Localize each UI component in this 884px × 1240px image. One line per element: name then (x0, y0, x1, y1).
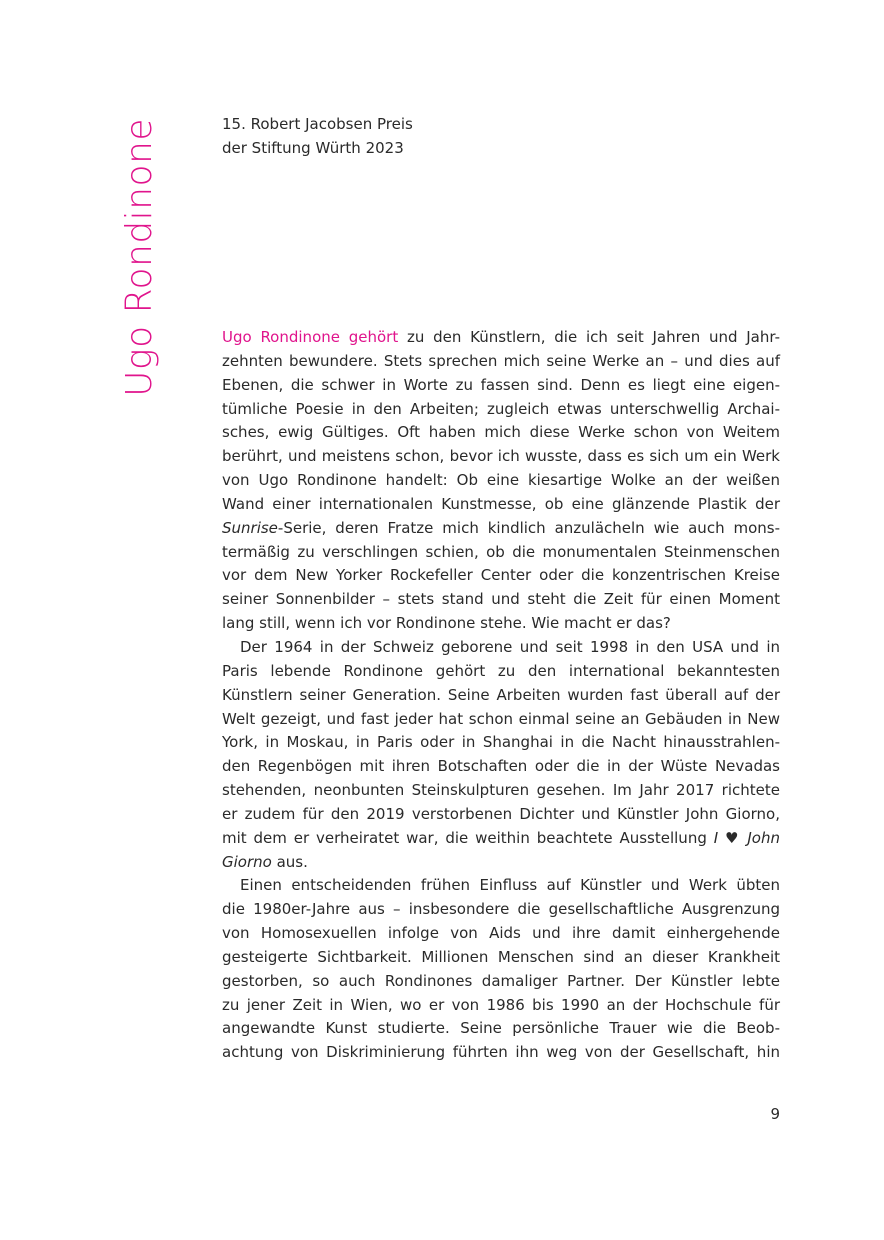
header-line-2: der Stiftung Würth 2023 (222, 139, 404, 157)
text-line: angewandte Kunst studierte. Seine persönliche Trauer wie die Beob- (222, 1019, 780, 1038)
text-line: Einen entscheidenden frühen Einfluss auf Künstler und Werk übten (240, 876, 780, 895)
text-line: gestorben, so auch Rondinones damaliger Partner. Der Künstler lebte (222, 971, 780, 990)
text-line: sches, ewig Gültiges. Oft haben mich diese Werke schon von Weitem (222, 423, 780, 442)
italic-series-title: Sunrise (222, 518, 278, 537)
italic-exhibition-title-end: Giorno (222, 852, 272, 871)
text-line: gesteigerte Sichtbarkeit. Millionen Menschen sind an dieser Krankheit (222, 947, 780, 966)
text-line: Wand einer internationalen Kunstmesse, ob eine glänzende Plastik der (222, 494, 780, 513)
prize-header (222, 112, 413, 160)
text-line: Ebenen, die schwer in Worte zu fassen sind. Denn es liegt eine eigen- (222, 375, 780, 394)
text-line: vor dem New Yorker Rockefeller Center oder die konzentrischen Kreise (222, 566, 780, 585)
artist-name: Ugo Rondinone (119, 118, 160, 397)
text-line: er zudem für den 2019 verstorbenen Dichter und Künstler John Giorno, (222, 804, 780, 823)
text-line: Paris lebende Rondinone gehört zu den international bekanntesten (222, 661, 780, 680)
text-line: stehenden, neonbunten Steinskulpturen gesehen. Im Jahr 2017 richtete (222, 781, 780, 800)
vertical-artist-title (118, 118, 162, 436)
text-line: zehnten bewundere. Stets sprechen mich seine Werke an – und dies auf (222, 351, 780, 370)
header-line-1: 15. Robert Jacobsen Preis (222, 115, 413, 133)
text-line: York, in Moskau, in Paris oder in Shanghai in die Nacht hinausstrahlen- (222, 733, 780, 752)
text-line: Welt gezeigt, und fast jeder hat schon einmal seine an Gebäuden in New (222, 709, 780, 728)
text-line: Der 1964 in der Schweiz geborene und seit 1998 in den USA und in (240, 637, 780, 656)
text-line: die 1980er-Jahre aus – insbesondere die gesellschaftliche Ausgrenzung (222, 900, 780, 919)
text-line: Sunrise-Serie, deren Fratze mich kindlich anzulächeln wie auch mons- (222, 518, 780, 537)
highlighted-lead: Ugo Rondinone gehört (222, 328, 399, 346)
essay-body (222, 326, 780, 1065)
text-line: Giorno aus. (222, 852, 308, 871)
text-line: Künstlern seiner Generation. Seine Arbeiten wurden fast überall auf der (222, 685, 780, 704)
text-line: zu jener Zeit in Wien, wo er von 1986 bis 1990 an der Hochschule für (222, 995, 780, 1014)
text-line: mit dem er verheiratet war, die weithin beachtete Ausstellung I ♥ John (222, 828, 780, 847)
text-line: Ugo Rondinone gehört zu den Künstlern, die ich seit Jahren und Jahr- (222, 328, 780, 346)
text-line: seiner Sonnenbilder – stets stand und steht die Zeit für einen Moment (222, 590, 780, 609)
text-line: tümliche Poesie in den Arbeiten; zugleich etwas unterschwellig Archai- (222, 399, 780, 418)
text-line: den Regenbögen mit ihren Botschaften oder die in der Wüste Nevadas (222, 757, 780, 776)
text-line: berührt, und meistens schon, bevor ich wusste, dass es sich um ein Werk (222, 447, 780, 466)
page-number: 9 (770, 1105, 780, 1123)
text-line: von Homosexuellen infolge von Aids und ihre damit einhergehende (222, 924, 780, 943)
italic-exhibition-title: I ♥ John (713, 828, 780, 847)
text-line: von Ugo Rondinone handelt: Ob eine kiesartige Wolke an der weißen (222, 471, 780, 490)
text-line: termäßig zu verschlingen schien, ob die monumentalen Steinmenschen (222, 542, 780, 561)
text-line: achtung von Diskriminierung führten ihn weg von der Gesellschaft, hin (222, 1043, 780, 1062)
text-line: lang still, wenn ich vor Rondinone stehe. Wie macht er das? (222, 614, 671, 633)
